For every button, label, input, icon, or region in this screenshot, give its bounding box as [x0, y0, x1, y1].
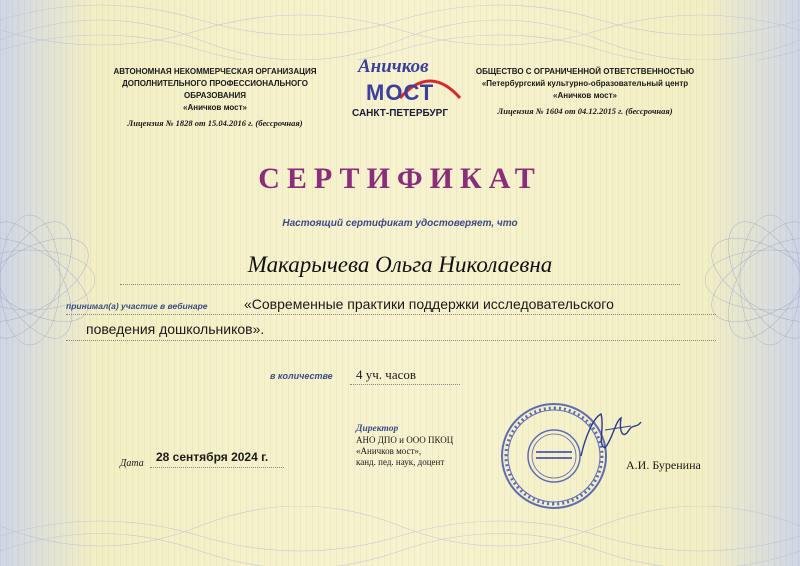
- signer-name: А.И. Буренина: [626, 458, 701, 472]
- logo-line2: МОСТ: [366, 80, 435, 105]
- webinar-topic-line2: поведения дошкольников».: [86, 321, 265, 337]
- anichkov-most-logo: [338, 56, 462, 126]
- org-left-line2: ДОПОЛНИТЕЛЬНОГО ПРОФЕССИОНАЛЬНОГО ОБРАЗОВАНИЯ: [122, 79, 308, 100]
- certificate-subtitle: Настоящий сертификат удостоверяет, что: [282, 218, 518, 229]
- logo-line1: Аничков: [358, 56, 429, 77]
- org-right-line3: «Аничков мост»: [553, 91, 617, 100]
- date-underline: [150, 467, 284, 468]
- logo-line3: САНКТ-ПЕТЕРБУРГ: [351, 108, 448, 119]
- org-right-license: Лицензия № 1604 от 04.12.2015 г. (бессрочная): [497, 106, 673, 116]
- director-signature-icon: [575, 408, 645, 460]
- certificate-title: СЕРТИФИКАТ: [258, 162, 542, 195]
- participation-label: принимал(а) участие в вебинаре: [66, 301, 208, 311]
- quantity-label: в количестве: [270, 371, 333, 381]
- topic-underline-1: [66, 314, 716, 315]
- webinar-topic-line1: «Современные практики поддержки исследовательского: [244, 296, 614, 312]
- org-left-license: Лицензия № 1828 от 15.04.2016 г. (бессрочная): [127, 118, 303, 128]
- issue-date: 28 сентября 2024 г.: [156, 450, 269, 464]
- guilloche-top-pattern: [0, 0, 800, 60]
- org-left-line1: АВТОНОМНАЯ НЕКОММЕРЧЕСКАЯ ОРГАНИЗАЦИЯ: [113, 67, 317, 76]
- topic-underline-2: [66, 340, 716, 341]
- quantity-value: 4 уч. часов: [356, 367, 417, 382]
- guilloche-bottom-pattern: [0, 506, 800, 566]
- director-line3: канд. пед. наук, доцент: [356, 457, 445, 467]
- director-line2: «Аничков мост»,: [356, 446, 422, 456]
- date-label: Дата: [120, 458, 144, 469]
- recipient-name: Макарычева Ольга Николаевна: [247, 252, 553, 277]
- director-block: [356, 424, 453, 468]
- org-right-line2: «Петербургский культурно-образовательный центр: [481, 79, 689, 88]
- name-underline: [120, 284, 680, 285]
- org-left-line3: «Аничков мост»: [183, 103, 247, 112]
- org-left-block: [100, 66, 330, 129]
- director-line1: АНО ДПО и ООО ПКОЦ: [356, 435, 454, 445]
- director-title: Директор: [356, 424, 399, 434]
- quantity-underline: [350, 384, 460, 385]
- org-right-line1: ОБЩЕСТВО С ОГРАНИЧЕННОЙ ОТВЕТСТВЕННОСТЬЮ: [475, 67, 695, 76]
- org-right-block: [470, 66, 700, 117]
